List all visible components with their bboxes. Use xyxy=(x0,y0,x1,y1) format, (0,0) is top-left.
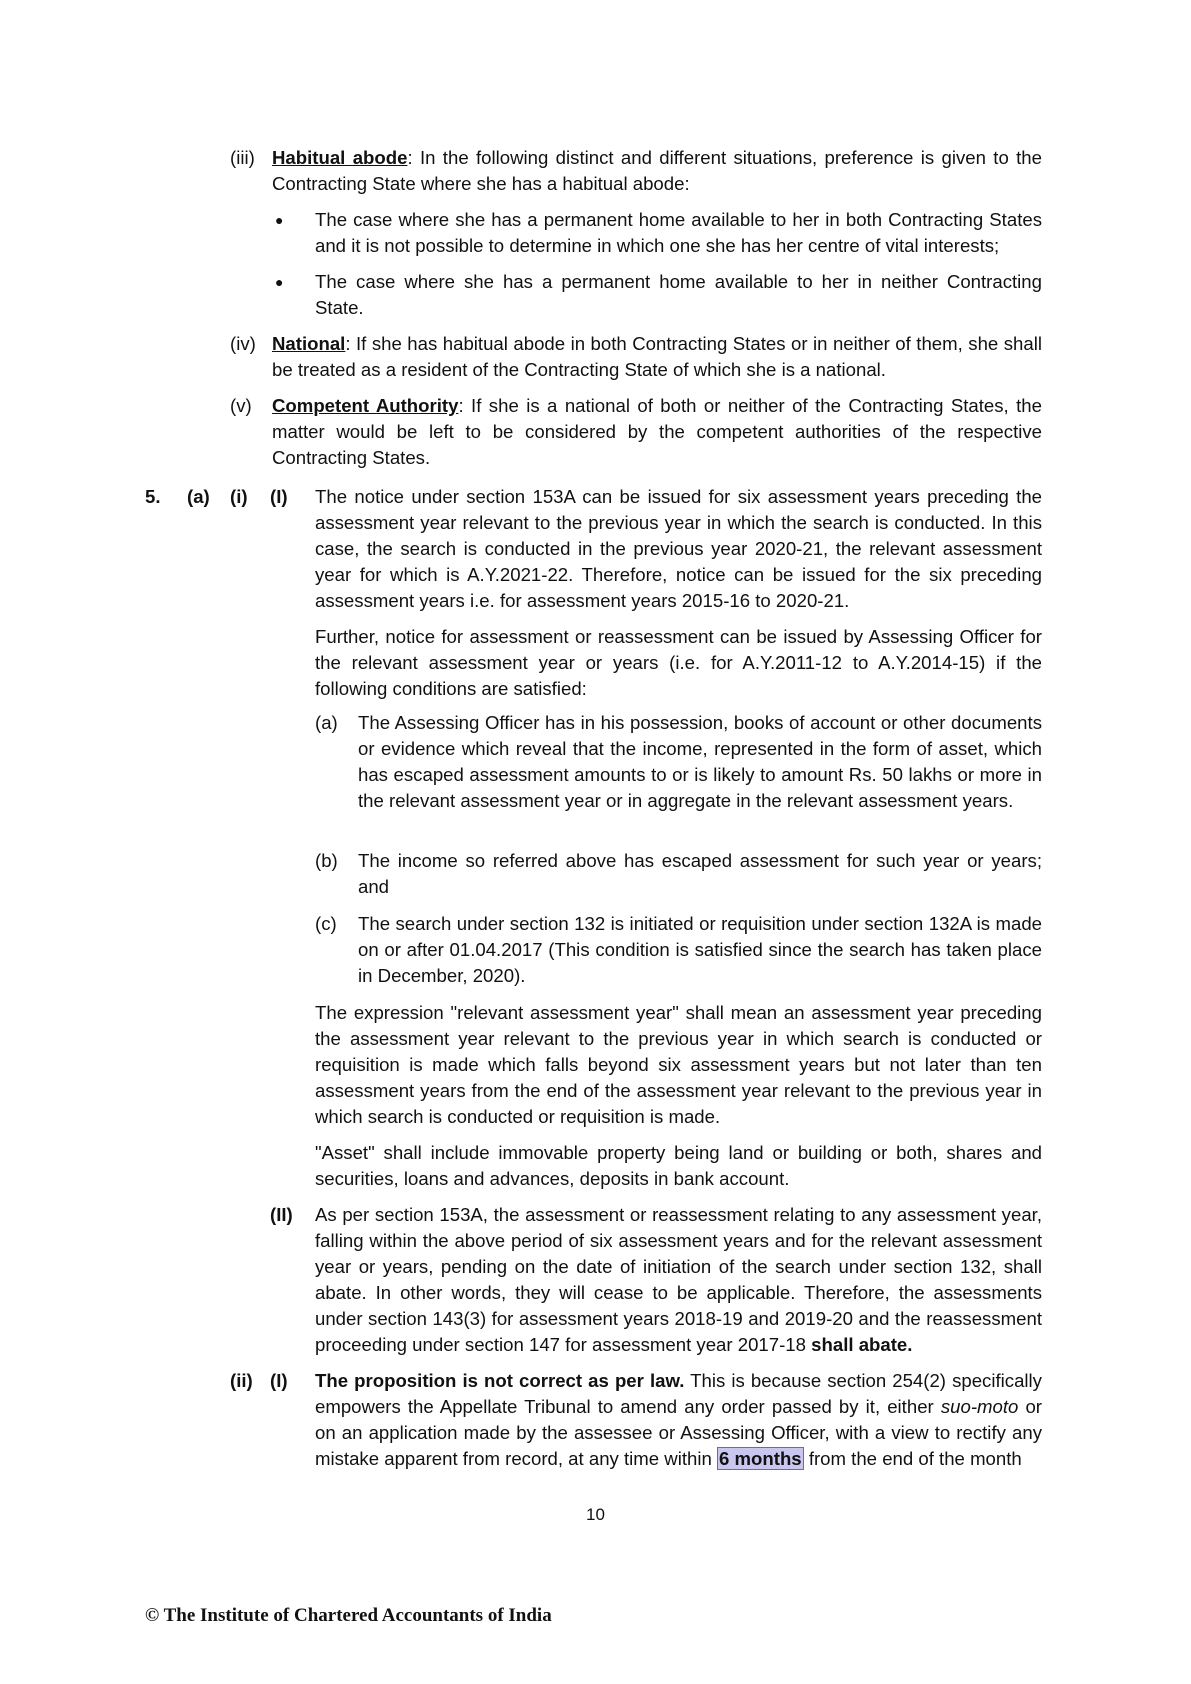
q5-ii-paragraph xyxy=(315,1368,1042,1472)
q5-paragraph-4: "Asset" shall include immovable property being land or building or both, shares and securities, loans and advances, deposits in bank account. xyxy=(315,1142,1042,1189)
q5-ii-text-2: or on an application made by the assessee or Assessing Officer, with a view to rectify any mistake apparent from record, at any time within xyxy=(315,1396,1042,1469)
sub-ii-I-label: (I) xyxy=(270,1370,288,1391)
item-iii-label: (iii) xyxy=(230,147,255,168)
condition-text: The Assessing Officer has in his possession, books of account or other documents or evidence which reveal that the income, represented in the form of asset, which has escaped assessment amounts to or is likely to amount Rs. 50 lakhs or more in the relevant assessment year or in aggregate in the relevant assessment years. xyxy=(358,712,1042,811)
item-v-paragraph xyxy=(272,393,1042,471)
condition-label: (c) xyxy=(315,913,337,934)
habitual-abode-heading: Habitual abode xyxy=(272,147,408,168)
part-a-label: (a) xyxy=(187,486,210,507)
item-iii-text: : In the following distinct and different situations, preference is given to the Contracting State where she has a habitual abode: xyxy=(272,147,1042,194)
item-iv-text: : If she has habitual abode in both Contracting States or in neither of them, she shall be treated as a resident of the Contracting State of which she is a national. xyxy=(272,333,1042,380)
bullet-item: The case where she has a permanent home available to her in both Contracting States and it is not possible to determine in which one she has her centre of vital interests; xyxy=(315,209,1042,256)
q5-paragraph-3: The expression "relevant assessment year" shall mean an assessment year preceding the assessment year relevant to the previous year in which search is conducted or requisition is made which falls beyond six assessment years but not later than ten assessment years from the end of the assessment year relevant to the previous year in which search is conducted or requisition is made. xyxy=(315,1002,1042,1127)
q5-paragraph-2: Further, notice for assessment or reassessment can be issued by Assessing Officer for the relevant assessment year or years (i.e. for A.Y.2011-12 to A.Y.2014-15) if the following conditions are satisfied: xyxy=(315,626,1042,699)
q5-ii-italic: suo-moto xyxy=(940,1396,1019,1417)
item-iv-label: (iv) xyxy=(230,333,256,354)
q5-ii-text-3: from the end of the month xyxy=(803,1448,1022,1469)
q5-II-text: As per section 153A, the assessment or reassessment relating to any assessment year, falling within the above period of six assessment years and for the relevant assessment year or years, pending on the date of initiation of the search under section 132, shall abate. In other words, they will cease to be applicable. Therefore, the assessments under section 143(3) for assessment years 2018-19 and 2019-20 and the reassessment proceeding under section 147 for assessment year 2017-18 xyxy=(315,1204,1042,1355)
q5-II-paragraph xyxy=(315,1202,1042,1358)
competent-authority-heading: Competent Authority xyxy=(272,395,459,416)
sub-II-label: (II) xyxy=(270,1204,293,1225)
q5-paragraph-1: The notice under section 153A can be issued for six assessment years preceding the assessment year relevant to the previous year in which the search is conducted. In this case, the search is conducted in the previous year 2020-21, the relevant assessment year for which is A.Y.2021-22. Therefore, notice can be issued for the six preceding assessment years i.e. for assessment years 2015-16 to 2020-21. xyxy=(315,486,1042,611)
item-v-text: : If she is a national of both or neither of the Contracting States, the matter would be left to be considered by the competent authorities of the respective Contracting States. xyxy=(272,395,1042,468)
item-v-label: (v) xyxy=(230,395,252,416)
item-iii-paragraph xyxy=(272,145,1042,197)
sub-i-label: (i) xyxy=(230,486,248,507)
page-number: 10 xyxy=(586,1505,605,1524)
highlighted-text[interactable]: 6 months xyxy=(719,1448,802,1469)
footer-copyright: © The Institute of Chartered Accountants of India xyxy=(145,1605,552,1626)
bullet-item: The case where she has a permanent home available to her in neither Contracting State. xyxy=(315,271,1042,318)
sub-ii-label: (ii) xyxy=(230,1370,253,1391)
question-number: 5. xyxy=(145,486,161,507)
condition-text: The income so referred above has escaped assessment for such year or years; and xyxy=(358,850,1042,897)
q5-II-bold: shall abate. xyxy=(811,1334,913,1355)
condition-text: The search under section 132 is initiated or requisition under section 132A is made on or after 01.04.2017 (This condition is satisfied since the search has taken place in December, 2020). xyxy=(358,913,1042,986)
bullet-icon: ● xyxy=(275,212,284,228)
q5-ii-text-1: This is because section 254(2) specifically empowers the Appellate Tribunal to amend any order passed by it, either xyxy=(315,1370,1042,1417)
q5-ii-bold: The proposition is not correct as per law. xyxy=(315,1370,685,1391)
item-iv-paragraph xyxy=(272,331,1042,383)
national-heading: National xyxy=(272,333,346,354)
sub-I-label: (I) xyxy=(270,486,288,507)
condition-label: (a) xyxy=(315,712,338,733)
condition-label: (b) xyxy=(315,850,338,871)
bullet-icon: ● xyxy=(275,274,284,290)
